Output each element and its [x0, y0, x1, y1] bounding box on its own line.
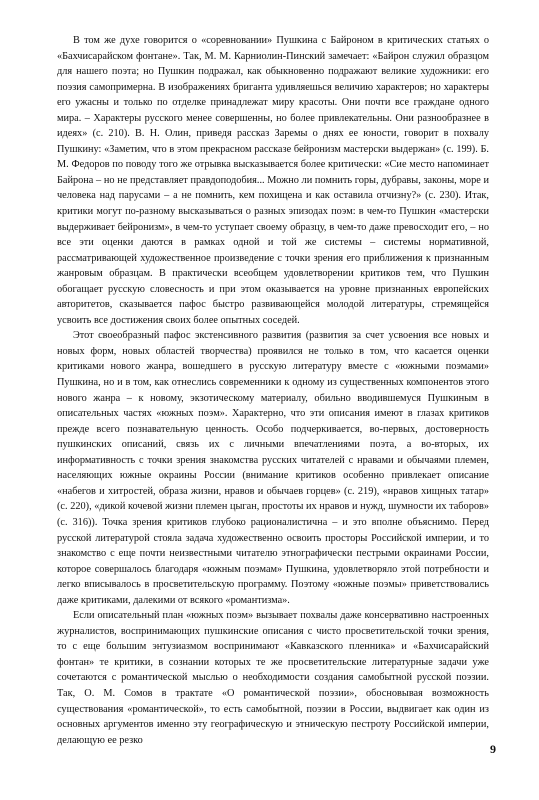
paragraph-2: Этот своеобразный пафос экстенсивного развития (развития за счет усвоения все новых и новых форм, новых областей творчества) проявился не только в том, что касается оценки критиками нового жанра, вошедшего в русскую литературу вместе с «южными поэмами» Пушкина, но и в том, как отнеслись современники к одному из существенных компонентов этого нового жанра – к новому, экзотическому материалу, обильно вводившемуся Пушкиным в описательных частях «южных поэм». Характерно, что эти описания имеют в глазах критиков прежде всего познавательную ценность. Особо подчеркивается, во-первых, достоверность пушкинских описаний, связь их с личными впечатлениями поэта, а во-вторых, их информативность с точки зрения знакомства русских читателей с нравами и обычаями племен, населяющих южные окраины России (внимание критиков особенно привлекает описание «набегов и хитростей, образа жизни, нравов и обычаев горцев» (с. 219), «нравов хищных татар» (с. 220), «дикой кочевой жизни племен цыган, простоты их нравов и нужд, шумности их таборов» (с. 316)). Точка зрения критиков глубоко рационалистична – и это вполне объяснимо. Перед русской литературой стояла задача художественно освоить просторы Российской империи, и то знакомство с еще почти неизвестными читателю этнографически пестрыми окраинами России, которое совершалось благодаря «южным поэмам» Пушкина, удовлетворяло этой потребности и легко вписывалось в просветительскую программу. Поэтому «южные поэмы» приветствовались даже критиками, далекими от всякого «романтизма».	[57, 330, 489, 606]
body-text	[57, 33, 489, 748]
paragraph-3: Если описательный план «южных поэм» вызывает похвалы даже консервативно настроенных журналистов, воспринимающих пушкинские описания с чисто просветительской точки зрения, то с еще большим энтузиазмом воспринимают «Кавказского пленника» и «Бахчисарайский фонтан» те критики, в сознании которых те же просветительские литературные задачи уже сочетаются с романтической мыслью о необходимости создания самобытной русской поэзии. Так, О. М. Сомов в трактате «О романтической поэзии», обосновывая возможность существования «романтической», то есть самобытной, поэзии в России, выдвигает как один из основных аргументов именно эту географическую и этническую пестроту Российской империи, делающую ее резко	[57, 610, 489, 746]
paragraph-1: В том же духе говорится о «соревновании» Пушкина с Байроном в критических статьях о «Бахчисарайском фонтане». Так, М. М. Карниолин-Пинский замечает: «Байрон служил образцом для нашего поэта; но Пушкин подражал, как обыкновенно подражают великие художники: его поэзия самопримерна. В изображениях бриганта удивляешься величию характеров; но характеры его ужасны и только по отделке принадлежат миру красоты. Они почти все граждане одного мира. – Характеры русского менее совершенны, но более привлекательны. Они разнообразнее в идеях» (с. 210). В. Н. Олин, приведя рассказ Заремы о днях ее юности, говорит в похвалу Пушкину: «Заметим, что в этом прекрасном рассказе бейронизм мастерски выдержан» (с. 199). Б. М. Федоров по поводу того же отрывка высказывается более критически: «Сие место напоминает Байрона – но не представляет правдоподобия... Можно ли помнить горы, дубравы, законы, море и человека над парусами – а не помнить, кем похищена и как оставила отчизну?» (с. 230). Итак, критики могут по-разному высказываться о разных эпизодах поэм: в чем-то Пушкин «мастерски выдерживает бейронизм», в чем-то уступает своему образцу, в чем-то даже превосходит его, – но все эти оценки даются в рамках одной и той же системы – системы нормативной, рассматривающей художественное произведение с точки зрения его приближения к признанным жанровым образцам. В практически всеобщем удовлетворении критиков тем, что Пушкин обогащает русскую словесность и при этом оказывается на уровне признанных европейских авторитетов, сказывается пафос быстро развивающейся молодой литературы, стремящейся усвоить все достижения своих более опытных соседей.	[57, 35, 489, 326]
page-number: 9	[490, 742, 496, 756]
